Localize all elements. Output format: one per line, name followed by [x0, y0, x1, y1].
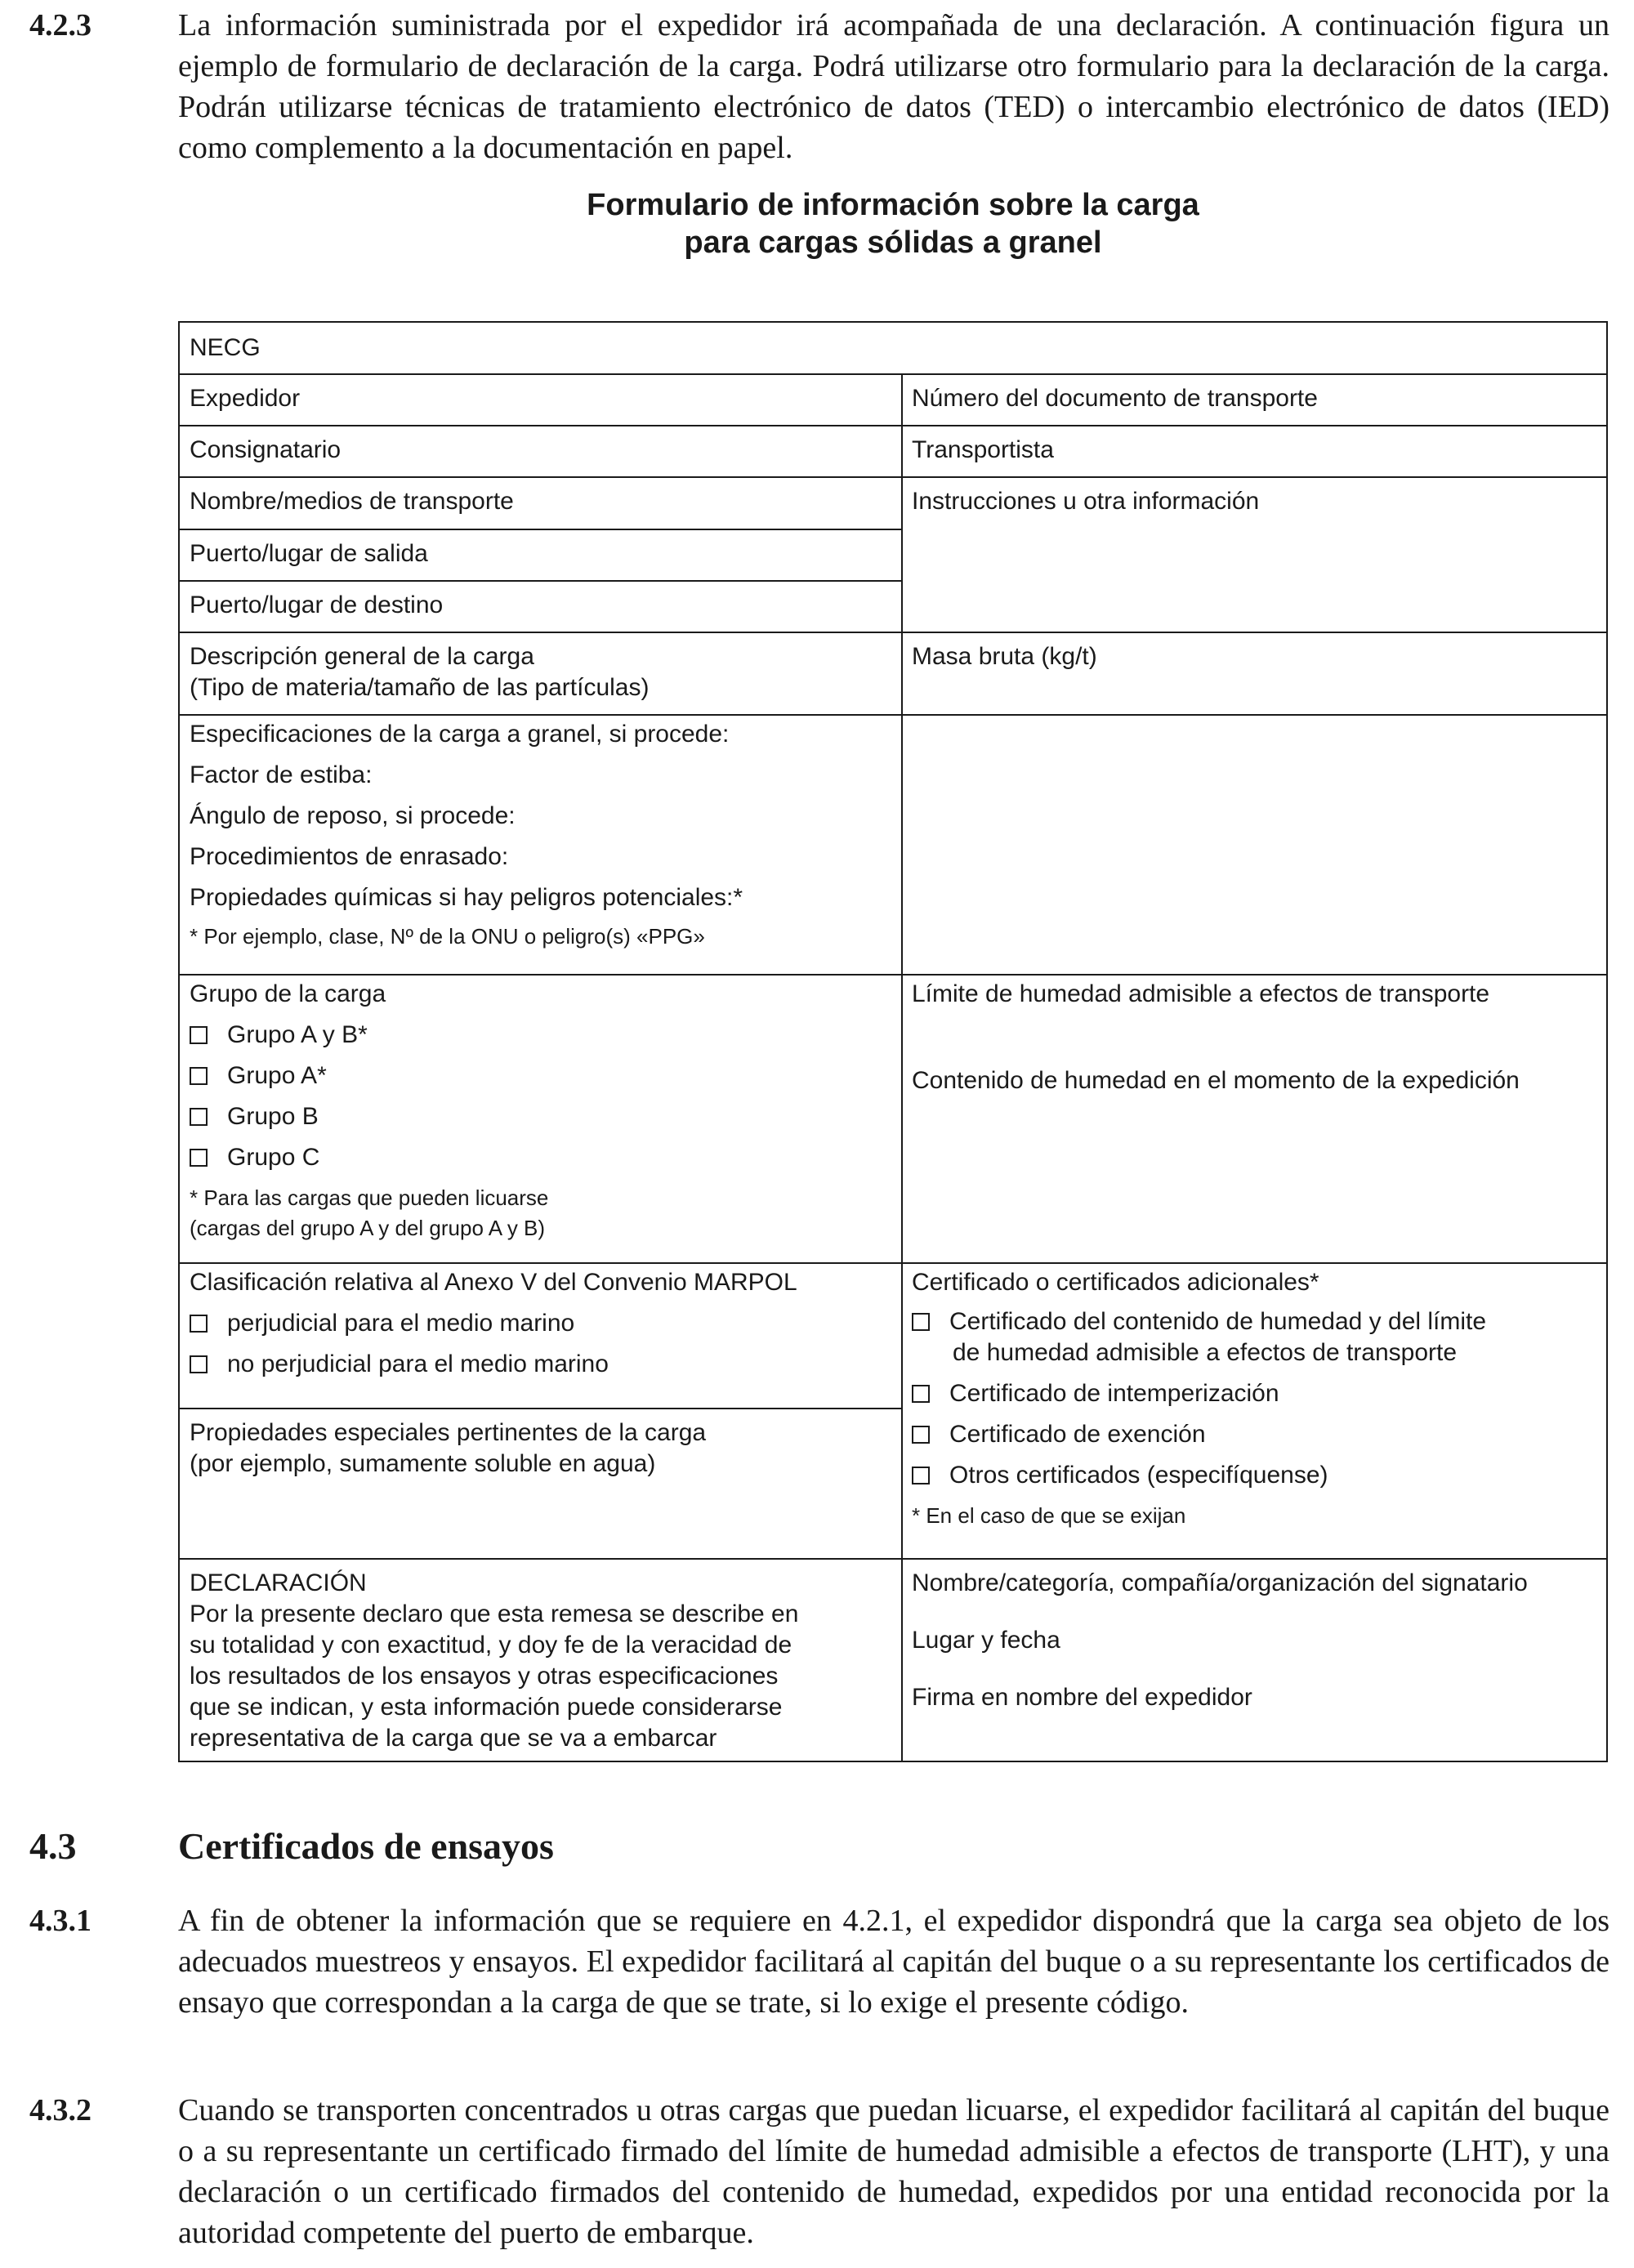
marpol-heading: Clasificación relativa al Anexo V del Convenio MARPOL [190, 1269, 797, 1296]
moisture-field[interactable] [902, 974, 1606, 1262]
checkbox-icon[interactable] [912, 1426, 930, 1444]
declaration-text-line: su totalidad y con exactitud, y doy fe de la veracidad de [190, 1632, 792, 1659]
paragraph-number: 4.3.2 [29, 2093, 92, 2127]
not-harmful-label: no perjudicial para el medio marino [227, 1351, 609, 1377]
additional-certificates-field [902, 1262, 1606, 1558]
group-b-label: Grupo B [227, 1103, 319, 1130]
form-title-line1: Formulario de información sobre la carga [587, 188, 1199, 222]
checkbox-icon[interactable] [190, 1108, 208, 1126]
marpol-classification-field [180, 1262, 902, 1408]
transportista-field[interactable]: Transportista [912, 436, 1054, 463]
other-certificates-option[interactable] [912, 1455, 1596, 1496]
certificates-heading: Certificado o certificados adicionales* [912, 1269, 1319, 1296]
exemption-certificate-label: Certificado de exención [949, 1421, 1206, 1448]
departure-port-field[interactable]: Puerto/lugar de salida [190, 540, 428, 567]
transport-means-field[interactable]: Nombre/medios de transporte [190, 488, 514, 515]
declaration-text-line: que se indican, y esta información puede considerarse [190, 1694, 783, 1721]
expedidor-field[interactable]: Expedidor [190, 385, 301, 412]
transportable-moisture-limit-label: Límite de humedad admisible a efectos de transporte [912, 980, 1490, 1007]
transport-document-number-field[interactable]: Número del documento de transporte [912, 385, 1318, 412]
paragraph-text: A fin de obtener la información que se requiere en 4.2.1, el expedidor dispondrá que la carga sea objeto de los adecuados muestreos y ensayos. El expedidor facilitará al capitán del buque o a su representante los certificados de ensayo que correspondan a la carga de que se trate, si lo exige el presente código. [178, 1904, 1609, 2020]
paragraph-number: 4.3.1 [29, 1904, 92, 1938]
other-certificates-label: Otros certificados (especifíquense) [949, 1462, 1328, 1489]
moisture-content-label: Contenido de humedad en el momento de la expedición [912, 1067, 1520, 1094]
declaration-field [180, 1558, 902, 1761]
cargo-description-sublabel: (Tipo de materia/tamaño de las partículas) [190, 674, 650, 701]
necg-field[interactable]: NECG [190, 334, 261, 361]
moisture-certificate-option[interactable] [912, 1303, 1596, 1373]
cargo-description-label: Descripción general de la carga [190, 643, 534, 670]
weathering-certificate-label: Certificado de intemperización [949, 1380, 1279, 1407]
not-harmful-option[interactable] [190, 1344, 892, 1385]
certificates-footnote: * En el caso de que se exijan [912, 1503, 1186, 1528]
section-title: Certificados de ensayos [178, 1825, 554, 1867]
specifications-footnote: * Por ejemplo, clase, Nº de la ONU o peligro(s) «PPG» [190, 924, 705, 949]
weathering-certificate-option[interactable] [912, 1373, 1596, 1414]
group-c-label: Grupo C [227, 1144, 320, 1171]
angle-of-repose-label: Ángulo de reposo, si procede: [190, 802, 516, 829]
harmful-option[interactable] [190, 1303, 892, 1344]
special-properties-label: Propiedades especiales pertinentes de la carga [190, 1419, 707, 1446]
checkbox-icon[interactable] [912, 1313, 930, 1331]
moisture-certificate-label-cont: de humedad admisible a efectos de transporte [953, 1339, 1458, 1366]
checkbox-icon[interactable] [190, 1067, 208, 1085]
cargo-description-field[interactable] [180, 632, 902, 714]
checkbox-icon[interactable] [190, 1026, 208, 1044]
paragraph-number: 4.2.3 [29, 8, 92, 42]
group-b-option[interactable] [190, 1096, 892, 1137]
harmful-label: perjudicial para el medio marino [227, 1310, 575, 1337]
cargo-group-footnote: * Para las cargas que pueden licuarse [190, 1185, 549, 1210]
form-title [178, 186, 1608, 261]
group-a-option[interactable] [190, 1056, 892, 1096]
group-c-option[interactable] [190, 1137, 892, 1178]
signatory-name-label: Nombre/categoría, compañía/organización del signatario [912, 1569, 1528, 1596]
checkbox-icon[interactable] [190, 1355, 208, 1373]
cargo-group-field [180, 974, 902, 1262]
specifications-heading: Especificaciones de la carga a granel, si procede: [190, 721, 730, 748]
checkbox-icon[interactable] [912, 1467, 930, 1484]
special-properties-sublabel: (por ejemplo, sumamente soluble en agua) [190, 1450, 656, 1477]
instructions-field[interactable]: Instrucciones u otra información [912, 488, 1260, 515]
declaration-heading: DECLARACIÓN [190, 1569, 367, 1596]
checkbox-icon[interactable] [190, 1149, 208, 1167]
group-ab-label: Grupo A y B* [227, 1021, 368, 1048]
declaration-text-line: representativa de la carga que se va a embarcar [190, 1725, 717, 1752]
section-number: 4.3 [29, 1825, 77, 1867]
gross-mass-field[interactable]: Masa bruta (kg/t) [912, 643, 1097, 670]
paragraph-4-3-1 [29, 1900, 1609, 2023]
cargo-declaration-form [178, 321, 1608, 1762]
paragraph-4-3-2 [29, 2090, 1609, 2253]
signatory-field[interactable] [902, 1558, 1606, 1761]
form-title-line2: para cargas sólidas a granel [684, 225, 1102, 260]
chemical-properties-label: Propiedades químicas si hay peligros potenciales:* [190, 884, 743, 911]
moisture-certificate-label: Certificado del contenido de humedad y del límite [949, 1308, 1487, 1335]
section-heading-4-3 [29, 1824, 554, 1869]
paragraph-text: Cuando se transporten concentrados u otras cargas que puedan licuarse, el expedidor facilitará al capitán del buque o a su representante un certificado firmado del límite de humedad admisible a efectos de transporte (LHT), y una declaración o un certificado firmados del contenido de humedad, expedidos por una entidad reconocida por la autoridad competente del puerto de embarque. [178, 2093, 1609, 2250]
exemption-certificate-option[interactable] [912, 1414, 1596, 1455]
checkbox-icon[interactable] [190, 1315, 208, 1333]
destination-port-field[interactable]: Puerto/lugar de destino [190, 592, 444, 618]
special-properties-field[interactable] [180, 1408, 902, 1558]
bulk-specifications-field[interactable] [180, 714, 902, 974]
trimming-procedures-label: Procedimientos de enrasado: [190, 843, 509, 870]
declaration-text-line: Por la presente declaro que esta remesa se describe en [190, 1601, 799, 1627]
group-a-label: Grupo A* [227, 1062, 327, 1089]
cargo-group-footnote-cont: (cargas del grupo A y del grupo A y B) [190, 1216, 546, 1240]
cargo-group-heading: Grupo de la carga [190, 980, 386, 1007]
group-ab-option[interactable] [190, 1015, 892, 1056]
stowage-factor-label: Factor de estiba: [190, 761, 373, 788]
consignatario-field[interactable]: Consignatario [190, 436, 342, 463]
paragraph-4-2-3 [29, 5, 1609, 168]
paragraph-text: La información suministrada por el expedidor irá acompañada de una declaración. A continuación figura un ejemplo de formulario de declaración de la carga. Podrá utilizarse otro formulario para la declaración de la carga. Podrán utilizarse técnicas de tratamiento electrónico de datos (TED) o intercambio electrónico de datos (IED) como complemento a la documentación en papel. [178, 8, 1609, 165]
declaration-text-line: los resultados de los ensayos y otras especificaciones [190, 1663, 779, 1690]
signature-label: Firma en nombre del expedidor [912, 1684, 1252, 1711]
specifications-right-blank[interactable] [902, 714, 1606, 974]
checkbox-icon[interactable] [912, 1385, 930, 1403]
place-date-label: Lugar y fecha [912, 1627, 1060, 1654]
